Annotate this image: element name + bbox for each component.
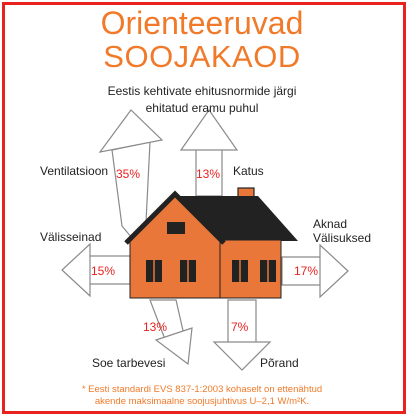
house-illustration bbox=[126, 188, 298, 298]
hot-water-label: Soe tarbevesi bbox=[92, 356, 166, 370]
title-line-2: SOOJAKAOD bbox=[103, 39, 301, 74]
subtitle-line-2: ehitatud eramu puhul bbox=[145, 101, 259, 115]
roof-arrow bbox=[181, 110, 237, 196]
footnote-line-2: akende maksimaalne soojusjuhtivus U–2,1 W/m²K. bbox=[94, 396, 310, 407]
floor-label: Põrand bbox=[260, 356, 299, 370]
windows-label: Aknad bbox=[313, 217, 348, 231]
roof-label: Katus bbox=[233, 164, 264, 178]
roof-percent: 13% bbox=[196, 167, 221, 181]
windows-doors-percent: 17% bbox=[294, 264, 319, 278]
ventilation-percent: 35% bbox=[116, 167, 141, 181]
ventilation-label: Ventilatsioon bbox=[40, 164, 109, 178]
title-line-1: Orienteeruvad bbox=[100, 5, 304, 41]
doors-label: Välisuksed bbox=[313, 231, 372, 245]
subtitle-line-1: Eestis kehtivate ehitusnormide järgi bbox=[107, 84, 297, 98]
walls-percent: 15% bbox=[91, 264, 116, 278]
hot-water-percent: 13% bbox=[143, 320, 168, 334]
footnote-line-1: * Eesti standardi EVS 837-1:2003 kohaselt on ettenähtud bbox=[81, 384, 323, 395]
walls-label: Välisseinad bbox=[40, 230, 102, 244]
floor-percent: 7% bbox=[231, 320, 249, 334]
